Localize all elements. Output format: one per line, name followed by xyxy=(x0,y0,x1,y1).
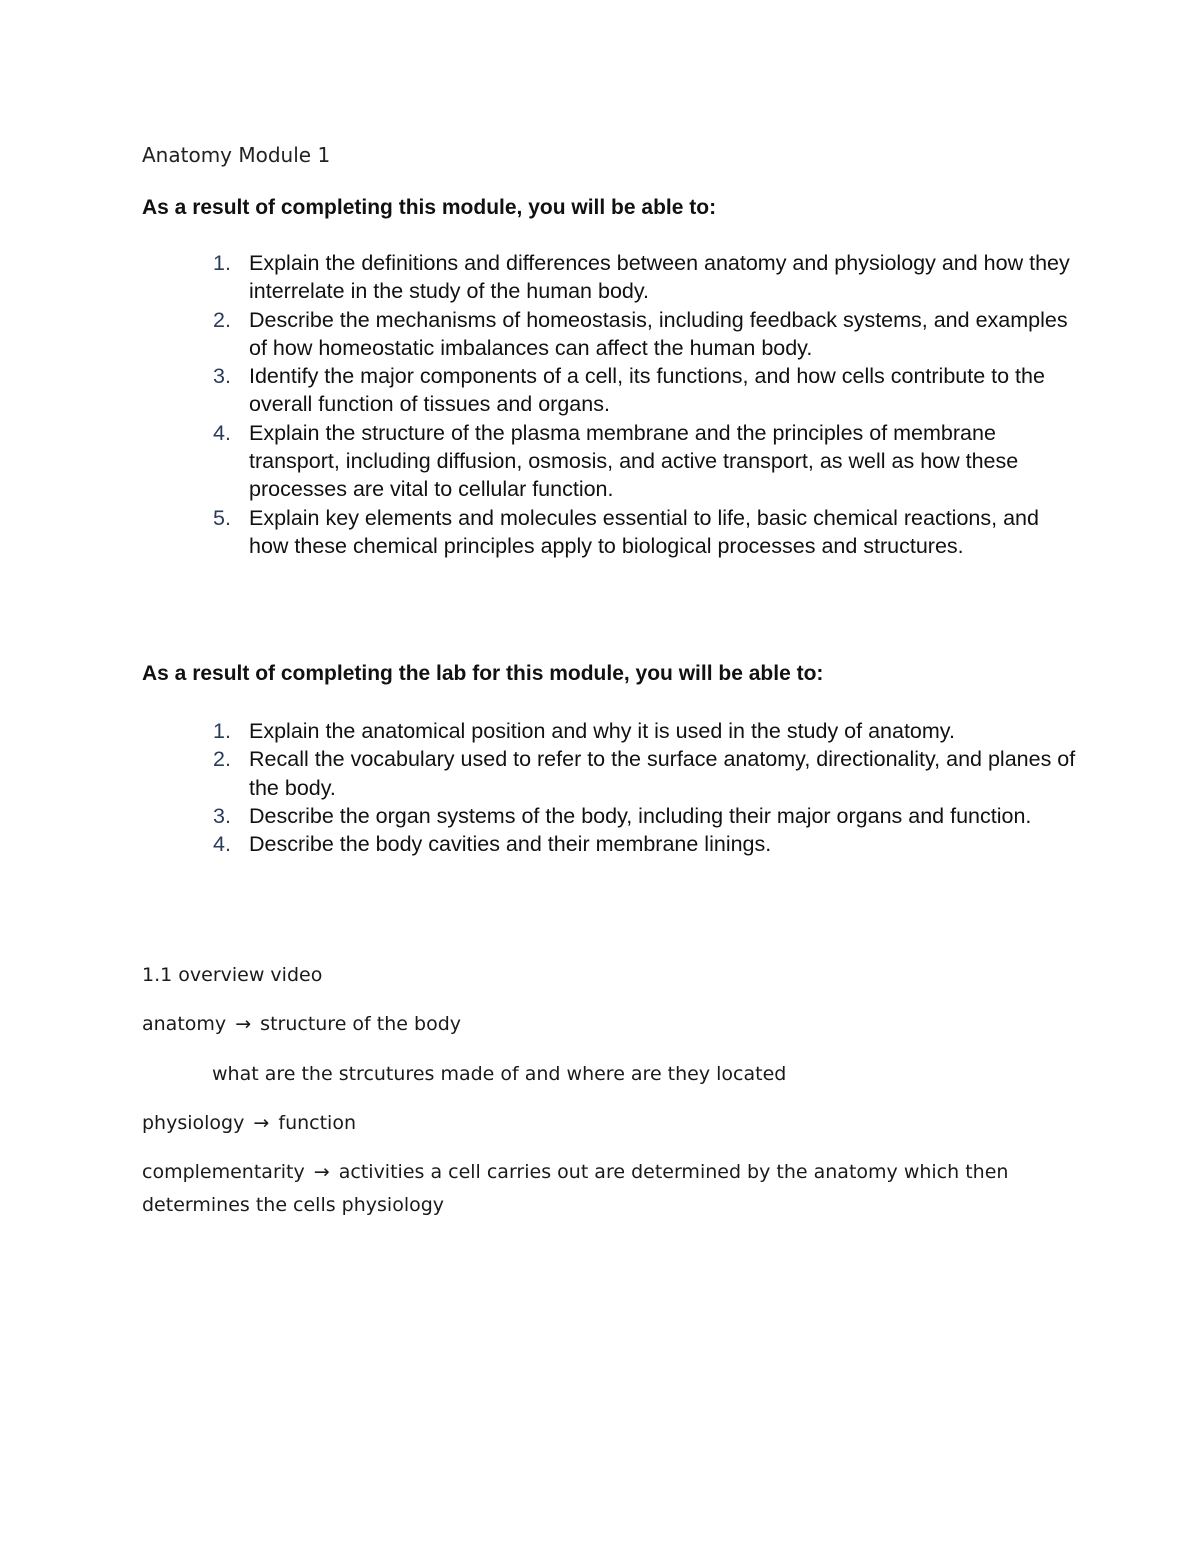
list-item-text: Explain key elements and molecules essential to life, basic chemical reactions, and how these chemical principles apply to biological processes and structures. xyxy=(249,505,1039,558)
list-number: 2. xyxy=(213,307,231,332)
list-item xyxy=(142,717,1082,745)
list-number: 1. xyxy=(213,719,231,743)
physiology-term: physiology xyxy=(142,1112,245,1134)
list-number: 1. xyxy=(213,251,231,275)
physiology-note xyxy=(142,1112,356,1134)
list-item-text: Explain the structure of the plasma membrane and the principles of membrane transport, including diffusion, osmosis, and active transport, as well as how these processes are vital to cellular function. xyxy=(249,420,1019,502)
list-item-text: Describe the mechanisms of homeostasis, including feedback systems, and examples of how homeostatic imbalances can affect the human body. xyxy=(249,307,1068,360)
list-item xyxy=(142,306,1082,363)
module-objectives-list xyxy=(142,249,1082,560)
arrow-right-icon: → xyxy=(253,1112,270,1134)
list-item-text: Describe the organ systems of the body, including their major organs and function. xyxy=(249,803,1032,828)
complementarity-note xyxy=(142,1156,1062,1222)
list-item xyxy=(142,830,1082,858)
module-objectives-heading: As a result of completing this module, you will be able to: xyxy=(142,196,717,219)
notes-section-title: 1.1 overview video xyxy=(142,964,323,986)
list-item xyxy=(142,249,1082,306)
physiology-definition: function xyxy=(278,1112,356,1134)
list-item xyxy=(142,745,1082,802)
complementarity-term: complementarity xyxy=(142,1161,305,1183)
anatomy-term: anatomy xyxy=(142,1013,227,1035)
list-number: 4. xyxy=(213,420,231,445)
arrow-right-icon: → xyxy=(313,1161,330,1183)
lab-objectives-heading: As a result of completing the lab for this module, you will be able to: xyxy=(142,662,824,685)
complementarity-definition: activities a cell carries out are determined by the anatomy which then determines the cells physiology xyxy=(142,1161,1009,1216)
anatomy-definition: structure of the body xyxy=(260,1013,461,1035)
list-item-text: Recall the vocabulary used to refer to the surface anatomy, directionality, and planes of the body. xyxy=(249,747,1076,800)
lab-objectives-list xyxy=(142,717,1082,858)
list-item xyxy=(142,362,1082,419)
list-item-text: Describe the body cavities and their membrane linings. xyxy=(249,832,772,857)
list-item xyxy=(142,504,1082,561)
list-item xyxy=(142,419,1082,504)
list-item-text: Explain the anatomical position and why it is used in the study of anatomy. xyxy=(249,719,955,743)
list-number: 3. xyxy=(213,364,231,389)
document-title: Anatomy Module 1 xyxy=(142,143,331,167)
list-number: 3. xyxy=(213,803,231,828)
list-number: 4. xyxy=(213,832,231,857)
list-number: 2. xyxy=(213,747,231,772)
list-item-text: Explain the definitions and differences between anatomy and physiology and how they interrelate in the study of the human body. xyxy=(249,251,1070,304)
arrow-right-icon: → xyxy=(235,1013,252,1035)
list-item xyxy=(142,802,1082,830)
anatomy-subnote: what are the strcutures made of and where are they located xyxy=(212,1063,787,1085)
anatomy-note xyxy=(142,1013,461,1035)
list-item-text: Identify the major components of a cell, its functions, and how cells contribute to the overall function of tissues and organs. xyxy=(249,364,1045,417)
list-number: 5. xyxy=(213,505,231,530)
